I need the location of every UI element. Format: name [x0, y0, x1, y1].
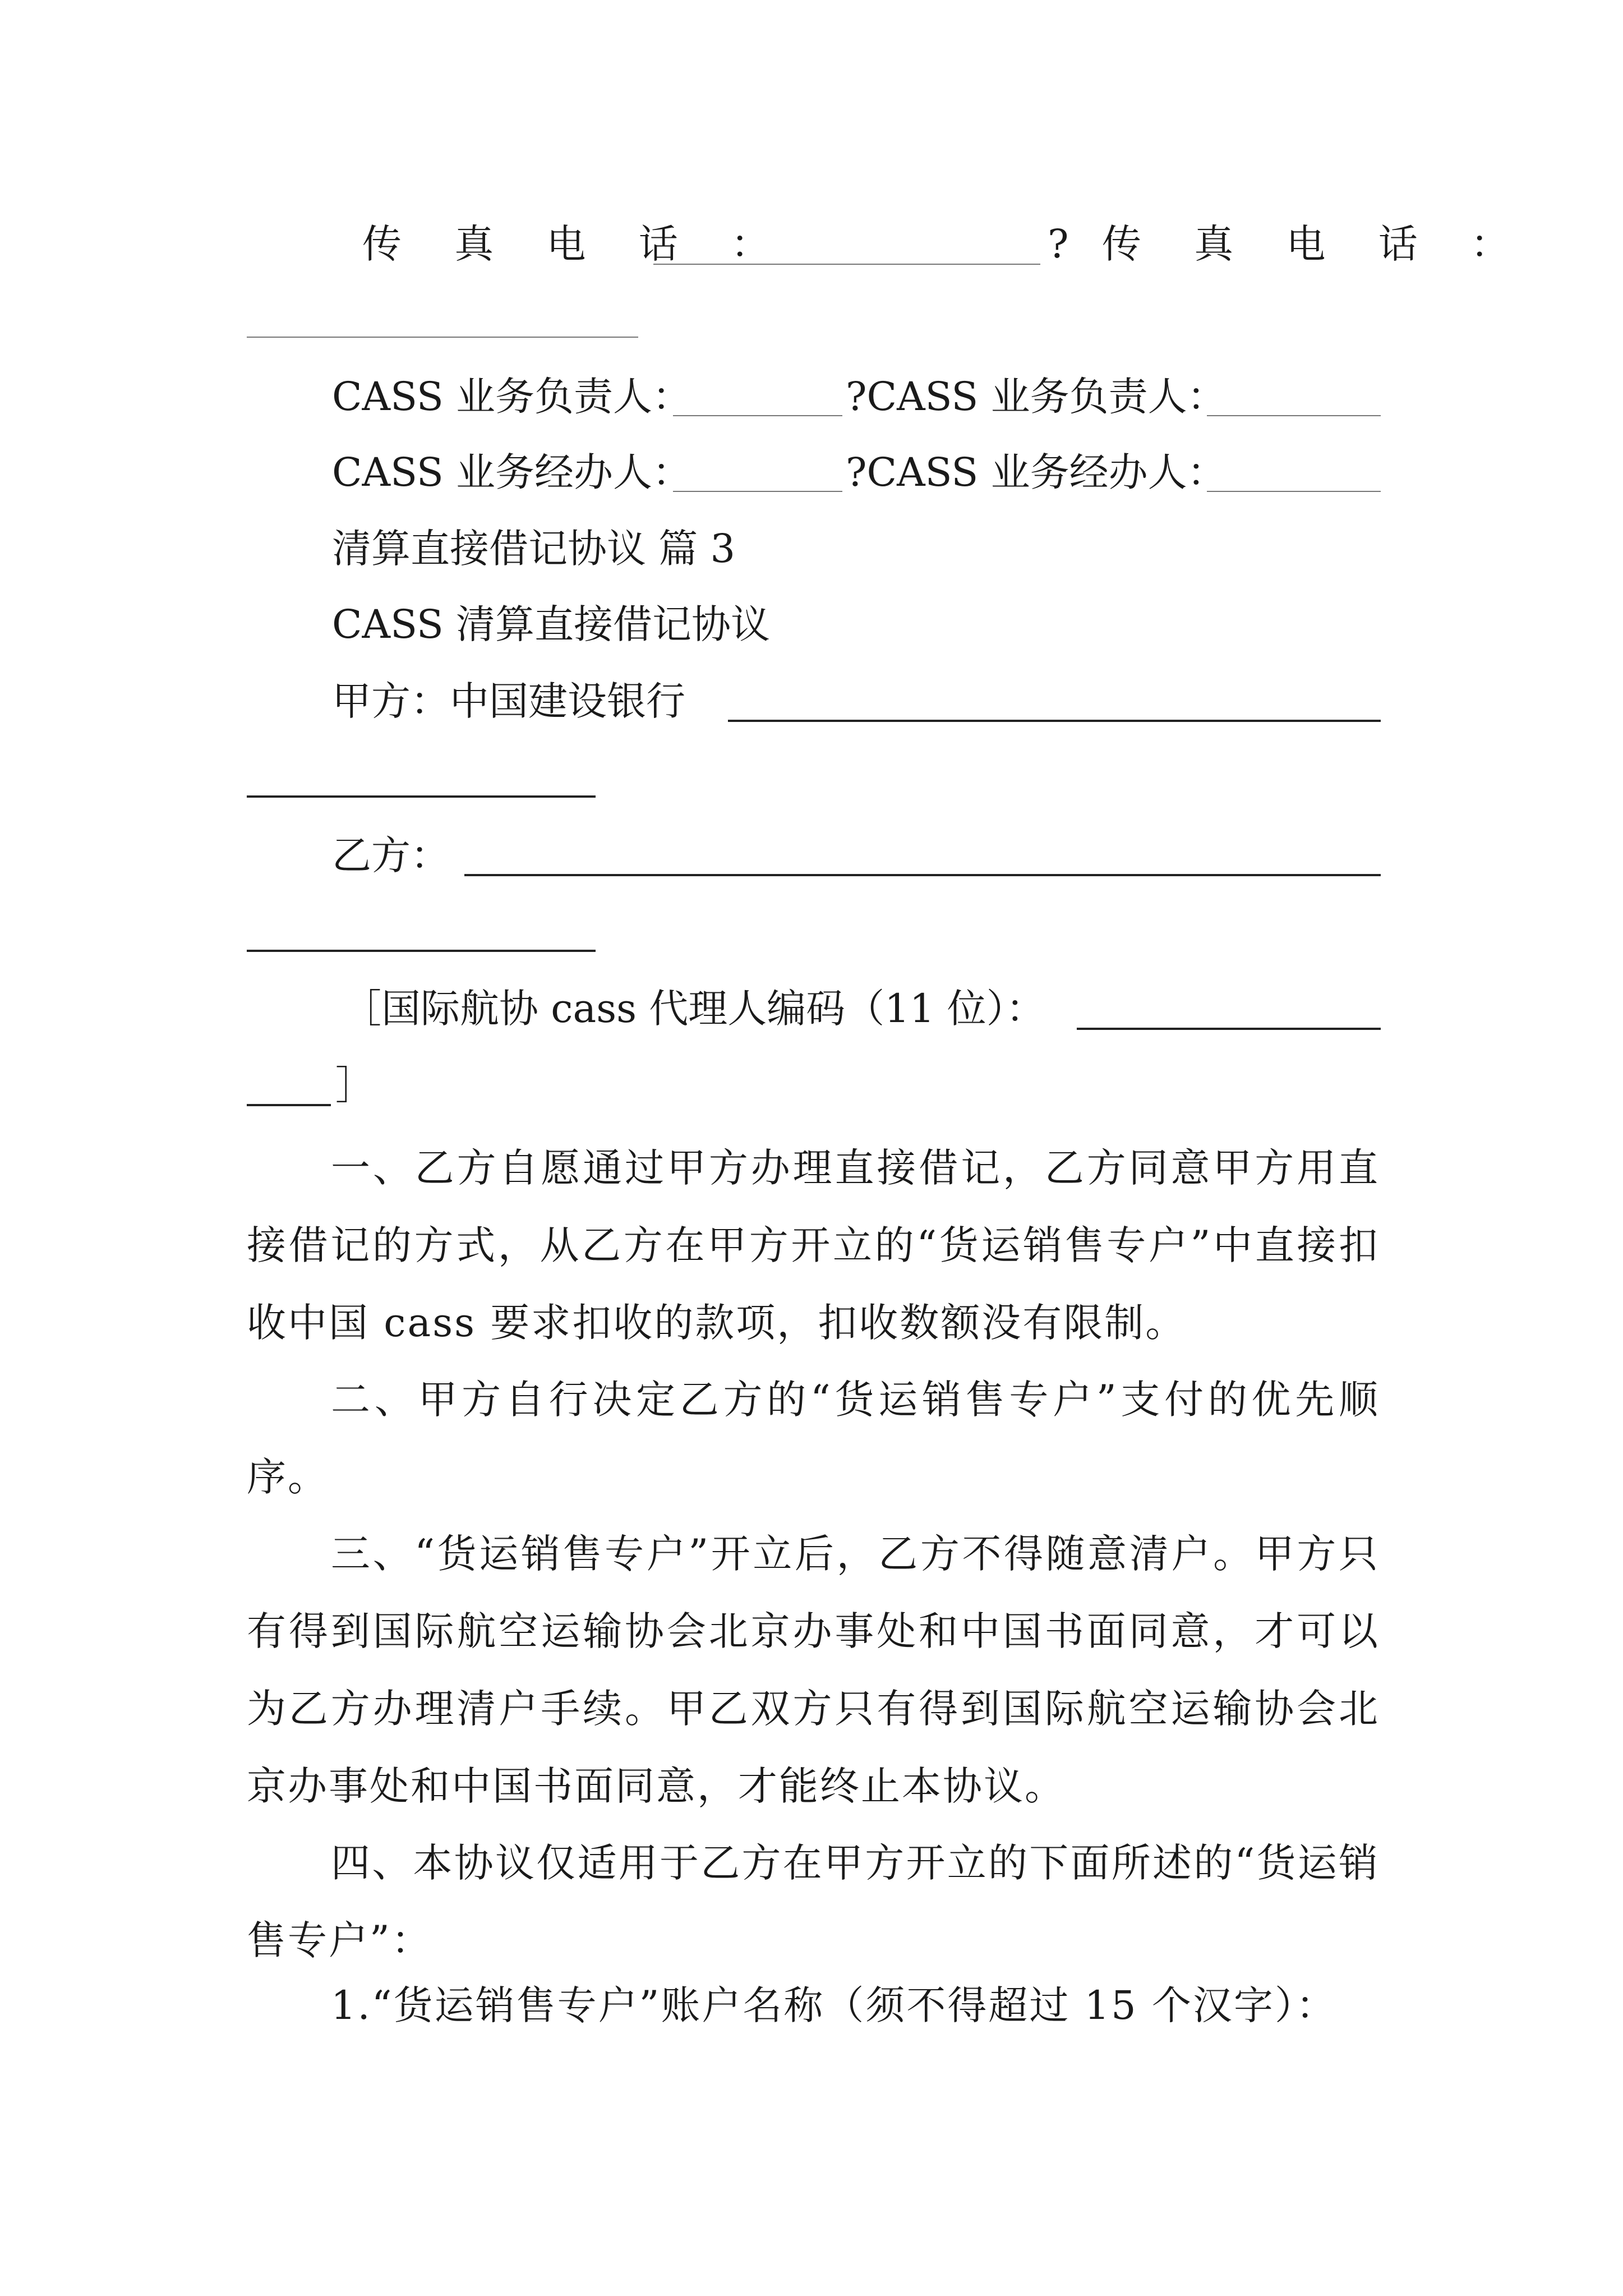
- party-b-blank: [464, 874, 1381, 876]
- cass-manager-label-right: ?CASS 业务负责人：: [846, 374, 1227, 420]
- party-a-blank-continued: [247, 795, 596, 798]
- fax-label-left: 传 真 电 话 ：: [362, 221, 791, 267]
- fax-label-right: 传 真 电 话 ：: [1102, 221, 1530, 267]
- cass-handler-label-left: CASS 业务经办人：: [332, 449, 692, 495]
- cass-manager-blank-left: [673, 415, 842, 416]
- party-b-blank-continued: [247, 950, 596, 952]
- cass-handler-blank-left: [673, 491, 842, 492]
- party-a-label: 甲方：中国建设银行: [332, 678, 685, 724]
- clause-2: 二、甲方自行决定乙方的“货运销售专户”支付的优先顺序。: [247, 1377, 1380, 1500]
- cass-handler-label-right: ?CASS 业务经办人：: [846, 449, 1227, 495]
- party-a-blank: [728, 720, 1381, 722]
- agent-code-blank-continued: [247, 1104, 331, 1106]
- agent-code-close-bracket: ］: [335, 1062, 375, 1108]
- item-1-account-name: 1.“货运销售专户”账户名称（须不得超过 15 个汉字）：: [331, 1982, 1337, 2028]
- cass-manager-blank-right: [1207, 415, 1381, 416]
- cass-manager-label-left: CASS 业务负责人：: [332, 374, 692, 420]
- clause-3: 三、“货运销售专户”开立后，乙方不得随意清户。甲方只有得到国际航空运输协会北京办事处和中国书面同意，才可以为乙方办理清户手续。甲乙双方只有得到国际航空运输协会北京办事处和中国书面同意，才能终止本协议。: [247, 1531, 1380, 1809]
- section-heading: 清算直接借记协议 篇 3: [332, 526, 736, 572]
- clause-4: 四、本协议仅适用于乙方在甲方开立的下面所述的“货运销售专户”：: [247, 1840, 1380, 1963]
- agent-code-blank: [1077, 1028, 1381, 1030]
- clause-1: 一、乙方自愿通过甲方办理直接借记，乙方同意甲方用直接借记的方式，从乙方在甲方开立的“货运销售专户”中直接扣收中国 cass 要求扣收的款项，扣收数额没有限制。: [247, 1145, 1380, 1346]
- fax-blank-right: [247, 337, 638, 338]
- cass-handler-blank-right: [1207, 491, 1381, 492]
- fax-separator: ?: [1048, 221, 1069, 267]
- fax-blank-left: [653, 264, 1040, 265]
- party-b-label: 乙方：: [332, 832, 450, 878]
- agent-code-label: ［国际航协 cass 代理人编码（11 位）：: [342, 986, 1045, 1032]
- document-title: CASS 清算直接借记协议: [332, 601, 771, 647]
